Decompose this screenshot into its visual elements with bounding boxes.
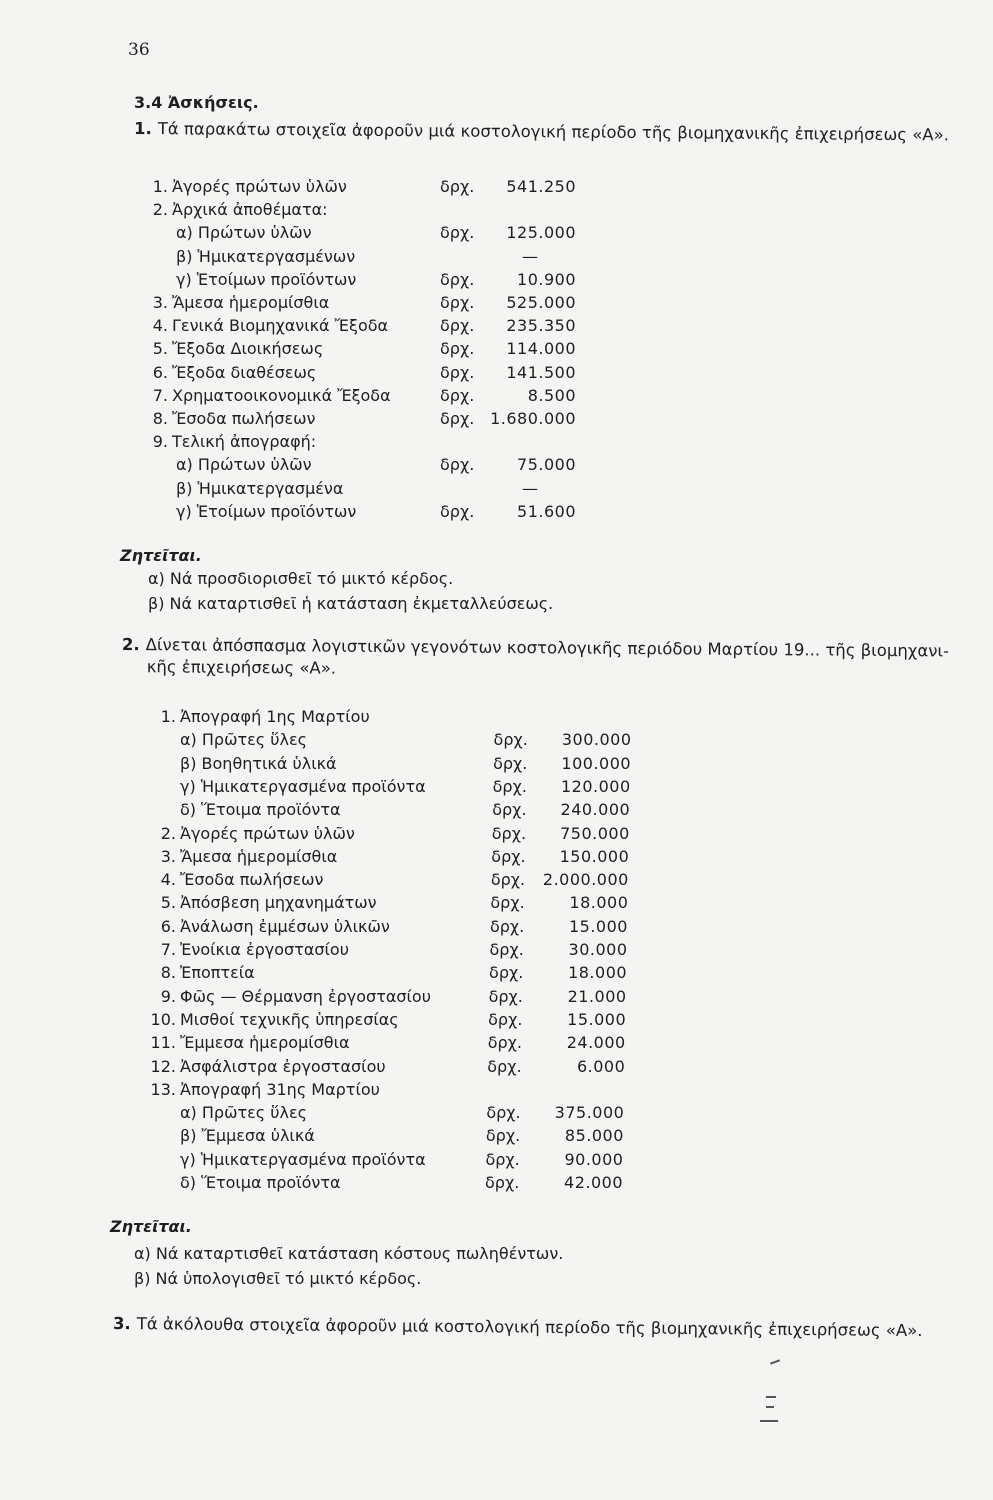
currency-label: δρχ. xyxy=(487,1056,522,1076)
item-label: γ) Ἡμικατεργασμένα προϊόντα xyxy=(180,1149,426,1169)
exercise-2-number: 2. xyxy=(121,634,140,655)
item-amount: 85.000 xyxy=(564,1126,624,1146)
scan-mark xyxy=(766,1406,774,1408)
item-amount: 150.000 xyxy=(559,846,630,866)
item-label: δ) Ἕτοιμα προϊόντα xyxy=(180,1173,341,1192)
currency-label: δρχ. xyxy=(493,753,528,773)
exercise-1-intro-text: Τά παρακάτω στοιχεῖα ἀφοροῦν μιά κοστολογική περίοδο τῆς βιομηχανικῆς ἐπιχειρήσεως «Α». xyxy=(157,119,950,145)
item-number: 8. xyxy=(152,409,168,428)
section-title: 3.4 Ἀσκήσεις. xyxy=(134,93,259,112)
exercise-2-intro-line-2: κῆς ἐπιχειρήσεως «Α». xyxy=(146,657,337,678)
item-number: 5. xyxy=(152,339,168,359)
currency-label: δρχ. xyxy=(485,1126,521,1146)
item-amount: 1.680.000 xyxy=(490,409,576,428)
item-number: 6. xyxy=(152,362,168,382)
item-number: 5. xyxy=(160,893,176,913)
item-label: Ἔμμεσα ἡμερομίσθια xyxy=(180,1033,350,1053)
currency-label: δρχ. xyxy=(489,940,524,959)
item-label: Ἔσοδα πωλήσεων xyxy=(180,870,324,890)
exercise-2-required-label: Ζητεῖται. xyxy=(110,1217,192,1236)
item-amount: 18.000 xyxy=(568,963,628,983)
item-label: β) Ἔμμεσα ὑλικά xyxy=(180,1126,315,1146)
exercise-3-intro xyxy=(113,1313,923,1342)
currency-label: δρχ. xyxy=(440,293,475,312)
item-number: 9. xyxy=(152,432,168,452)
item-label: α) Πρῶτες ὕλες xyxy=(180,1103,307,1123)
currency-label: δρχ. xyxy=(440,269,475,289)
item-label: Χρηματοοικονομικά Ἔξοδα xyxy=(172,385,391,405)
item-label: Ἐνοίκια ἐργοστασίου xyxy=(180,940,349,959)
item-number: 2. xyxy=(160,823,176,843)
item-amount: 90.000 xyxy=(564,1149,624,1169)
item-amount: 240.000 xyxy=(560,800,631,820)
currency-label: δρχ. xyxy=(488,986,523,1006)
currency-label: δρχ. xyxy=(492,776,527,796)
item-amount: 6.000 xyxy=(576,1056,626,1076)
scan-mark xyxy=(766,1396,776,1398)
item-number: 8. xyxy=(160,963,176,983)
item-amount: 24.000 xyxy=(566,1033,626,1053)
item-label: γ) Ἑτοίμων προϊόντων xyxy=(176,269,357,289)
item-number: 4. xyxy=(160,870,176,890)
item-amount: 75.000 xyxy=(517,455,576,475)
item-amount: 8.500 xyxy=(527,385,576,405)
exercise-2-task-a: α) Νά καταρτισθεῖ κατάσταση κόστους πωληθέντων. xyxy=(134,1244,564,1263)
item-number: 13. xyxy=(150,1079,176,1099)
currency-label: δρχ. xyxy=(491,823,527,843)
currency-label: δρχ. xyxy=(440,385,475,405)
item-number: 1. xyxy=(160,707,176,726)
item-label: α) Πρώτων ὑλῶν xyxy=(176,455,312,475)
currency-label: δρχ. xyxy=(440,455,475,475)
item-label: Ἀσφάλιστρα ἐργοστασίου xyxy=(180,1056,386,1076)
item-number: 6. xyxy=(160,916,176,936)
item-amount-empty: — xyxy=(522,246,538,266)
item-label: Ἄμεσα ἡμερομίσθια xyxy=(172,293,330,312)
item-number: 2. xyxy=(152,200,168,220)
item-label: γ) Ἡμικατεργασμένα προϊόντα xyxy=(180,776,426,796)
item-label: α) Πρῶτες ὕλες xyxy=(180,730,307,750)
item-amount-empty: — xyxy=(522,478,538,498)
currency-label: δρχ. xyxy=(490,893,525,913)
currency-label: δρχ. xyxy=(485,1173,520,1192)
currency-label: δρχ. xyxy=(488,1009,523,1029)
item-number: 4. xyxy=(152,316,168,336)
item-amount: 18.000 xyxy=(569,893,629,913)
item-amount: 120.000 xyxy=(560,776,631,796)
item-amount: 235.350 xyxy=(506,316,576,336)
item-label: Ἔξοδα διαθέσεως xyxy=(172,362,317,382)
currency-label: δρχ. xyxy=(489,963,524,983)
exercise-1-required-label: Ζητεῖται. xyxy=(120,546,202,565)
exercise-1-number: 1. xyxy=(133,119,152,139)
currency-label: δρχ. xyxy=(491,846,526,866)
item-amount: 114.000 xyxy=(506,339,576,359)
item-label: Φῶς — Θέρμανση ἐργοστασίου xyxy=(180,986,431,1006)
item-amount: 125.000 xyxy=(506,223,576,243)
currency-label: δρχ. xyxy=(440,409,475,428)
item-number: 10. xyxy=(150,1009,176,1029)
item-label: Ἀγορές πρώτων ὑλῶν xyxy=(180,823,355,843)
currency-label: δρχ. xyxy=(489,916,525,936)
item-label: δ) Ἕτοιμα προϊόντα xyxy=(180,800,341,820)
item-amount: 300.000 xyxy=(561,730,632,750)
exercise-1-task-b: β) Νά καταρτισθεῖ ἡ κατάσταση ἐκμεταλλεύσεως. xyxy=(148,594,554,613)
item-label: γ) Ἑτοίμων προϊόντων xyxy=(176,501,357,521)
item-label: Ἔξοδα Διοικήσεως xyxy=(172,339,324,359)
currency-label: δρχ. xyxy=(440,223,475,243)
exercise-1-intro xyxy=(134,118,949,146)
exercise-3-number: 3. xyxy=(112,1314,131,1334)
item-number: 3. xyxy=(160,846,176,866)
scan-mark xyxy=(760,1420,778,1422)
exercise-2-task-b: β) Νά ὑπολογισθεῖ τό μικτό κέρδος. xyxy=(134,1269,422,1288)
item-amount: 42.000 xyxy=(564,1173,623,1192)
item-amount: 15.000 xyxy=(567,1009,627,1029)
item-amount: 2.000.000 xyxy=(542,870,629,890)
item-label: Τελική ἀπογραφή: xyxy=(172,432,317,452)
item-label: Ἀπογραφή 31ης Μαρτίου xyxy=(180,1079,380,1099)
item-number: 11. xyxy=(150,1033,176,1053)
item-amount: 15.000 xyxy=(568,916,628,936)
page-number: 36 xyxy=(128,40,150,60)
exercise-3-intro-text: Τά ἀκόλουθα στοιχεῖα ἀφοροῦν μιά κοστολογική περίοδο τῆς βιομηχανικῆς ἐπιχειρήσεως «Α». xyxy=(136,1314,923,1341)
item-amount: 525.000 xyxy=(506,293,576,312)
item-number: 12. xyxy=(150,1056,176,1076)
exercise-2-intro-line-1: Δίνεται ἀπόσπασμα λογιστικῶν γεγονότων κοστολογικῆς περιόδου Μαρτίου 19... τῆς βιομηχανι- xyxy=(145,635,950,661)
exercise-2-intro xyxy=(122,634,949,684)
currency-label: δρχ. xyxy=(490,870,526,890)
currency-label: δρχ. xyxy=(440,362,475,382)
currency-label: δρχ. xyxy=(440,501,475,521)
item-number: 1. xyxy=(152,177,168,196)
item-amount: 51.600 xyxy=(517,501,576,521)
item-label: β) Ἡμικατεργασμένα xyxy=(176,478,344,498)
item-label: Ἀπογραφή 1ης Μαρτίου xyxy=(180,707,370,726)
exercise-1-task-a: α) Νά προσδιορισθεῖ τό μικτό κέρδος. xyxy=(148,569,454,588)
item-number: 9. xyxy=(160,986,176,1006)
item-amount: 141.500 xyxy=(506,362,576,382)
item-amount: 30.000 xyxy=(568,940,628,959)
item-label: β) Βοηθητικά ὑλικά xyxy=(180,753,337,773)
currency-label: δρχ. xyxy=(492,800,527,820)
item-label: Γενικά Βιομηχανικά Ἔξοδα xyxy=(172,316,389,336)
item-number: 7. xyxy=(152,385,168,405)
item-label: Μισθοί τεχνικῆς ὑπηρεσίας xyxy=(180,1009,399,1029)
item-amount: 541.250 xyxy=(506,177,576,196)
item-label: Ἀπόσβεση μηχανημάτων xyxy=(180,893,377,913)
currency-label: δρχ. xyxy=(440,177,475,196)
item-label: α) Πρώτων ὑλῶν xyxy=(176,223,312,243)
item-label: Ἄμεσα ἡμερομίσθια xyxy=(180,846,338,866)
item-amount: 750.000 xyxy=(560,823,630,843)
currency-label: δρχ. xyxy=(440,339,475,359)
item-label: β) Ἡμικατεργασμένων xyxy=(176,246,356,266)
item-label: Ἔσοδα πωλήσεων xyxy=(172,409,316,428)
item-number: 3. xyxy=(152,293,168,312)
item-number: 7. xyxy=(160,940,176,959)
item-label: Ἀρχικά ἀποθέματα: xyxy=(172,200,328,220)
item-amount: 100.000 xyxy=(561,753,632,773)
currency-label: δρχ. xyxy=(440,316,475,336)
currency-label: δρχ. xyxy=(486,1103,521,1123)
item-label: Ἀνάλωση ἐμμέσων ὑλικῶν xyxy=(180,916,390,936)
currency-label: δρχ. xyxy=(485,1149,520,1169)
currency-label: δρχ. xyxy=(487,1033,522,1053)
item-label: Ἀγορές πρώτων ὑλῶν xyxy=(172,177,347,196)
scan-mark xyxy=(770,1359,780,1364)
item-label: Ἐποπτεία xyxy=(180,963,255,983)
item-amount: 10.900 xyxy=(517,269,576,289)
item-amount: 375.000 xyxy=(554,1103,625,1123)
currency-label: δρχ. xyxy=(493,730,528,750)
item-amount: 21.000 xyxy=(567,986,627,1006)
